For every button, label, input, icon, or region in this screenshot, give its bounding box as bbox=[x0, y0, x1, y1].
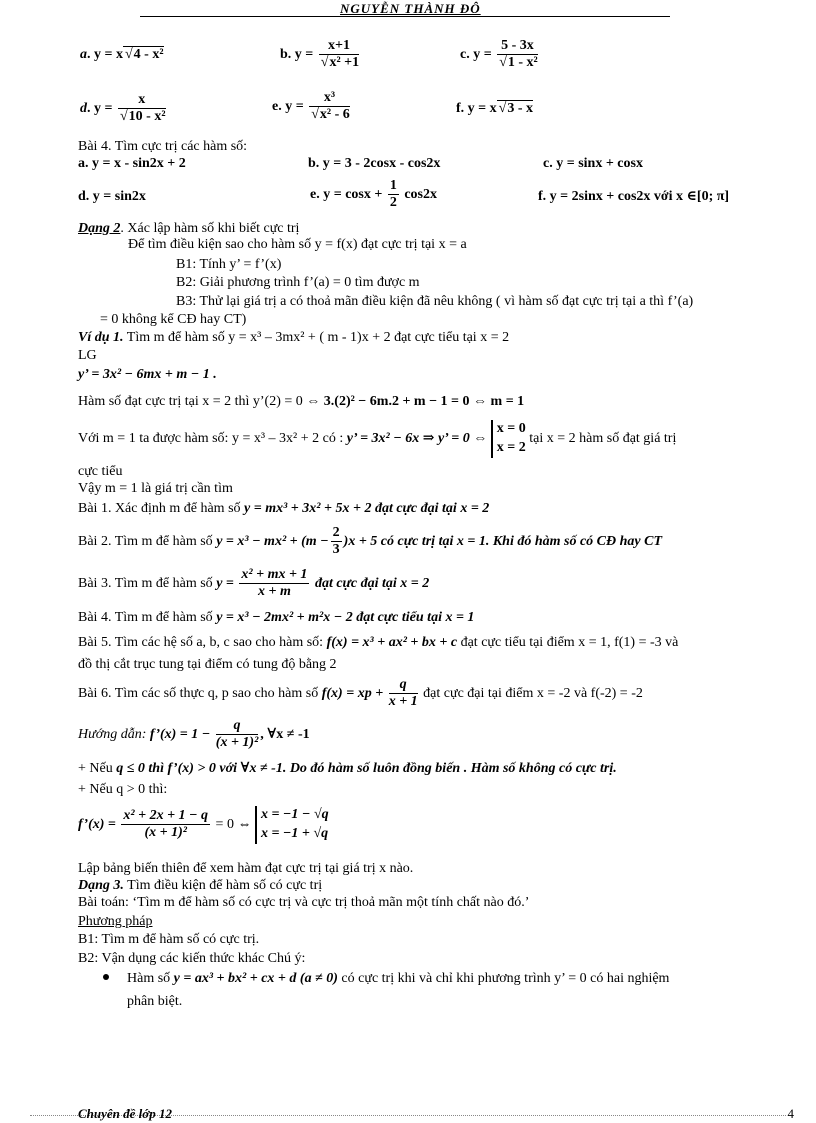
exercise-e: e. y = x³ √ x² - 6 bbox=[272, 90, 352, 123]
example-lg: LG bbox=[78, 348, 97, 363]
example-line2-cont: cực tiểu bbox=[78, 464, 123, 479]
hint-system: x = −1 − √q x = −1 + √q bbox=[255, 806, 329, 844]
hint: Hướng dẫn: f’(x) = 1 − $\frac{q}{\text{(x + 1)²}}$ , ∀x ≠ -1 bbox=[78, 718, 310, 751]
bai4-a: a. y = x - sin2x + 2 bbox=[78, 156, 186, 171]
exercise-c: c. y = 5 - 3x √ 1 - x² bbox=[460, 38, 540, 71]
dang3-bullet-cont: phân biệt. bbox=[127, 994, 183, 1009]
hint-case1: + Nếu q ≤ 0 thì f’(x) > 0 với ∀x ≠ -1. Do đó hàm số luôn đồng biến . Hàm số không có cực trị. bbox=[78, 761, 617, 776]
footer-title: Chuyên đề lớp 12 bbox=[78, 1106, 173, 1121]
problem-5: Bài 5. Tìm các hệ số a, b, c sao cho hàm số: f(x) = x³ + ax² + bx + c đạt cực tiểu tại điểm x = 1, f(1) = -3 và bbox=[78, 635, 679, 650]
problem-4: Bài 4. Tìm m để hàm số y = x³ − 2mx² + m²x − 2 đạt cực tiểu tại x = 1 bbox=[78, 610, 475, 625]
dang3-b2: B2: Vận dụng các kiến thức khác Chú ý: bbox=[78, 951, 306, 966]
dang2-b1: B1: Tính y’ = f’(x) bbox=[176, 257, 282, 272]
problem-3: Bài 3. Tìm m để hàm số y = $\frac{\text{x² + mx + 1}}{x + m}$ đạt cực đại tại x = 2 bbox=[78, 567, 430, 600]
dang2-b3: B3: Thử lại giá trị a có thoả mãn điều kiện đã nêu không ( vì hàm số đạt cực trị tại a thì f’(a) bbox=[176, 294, 694, 309]
example-1: Ví dụ 1. Tìm m để hàm số y = x³ – 3mx² + ( m - 1)x + 2 đạt cực tiểu tại x = 2 bbox=[78, 330, 510, 345]
dang2-intro: Để tìm điều kiện sao cho hàm số y = f(x) đạt cực trị tại x = a bbox=[128, 237, 467, 252]
hint-table: Lập bảng biến thiên để xem hàm đạt cực trị tại giá trị x nào. bbox=[78, 861, 414, 876]
bai4-f: f. y = 2sinx + cos2x với x ∈[0; π] bbox=[538, 189, 730, 204]
problem-5-cont: đồ thị cắt trục tung tại điểm có tung độ bằng 2 bbox=[78, 657, 337, 672]
dang2-b2: B2: Giải phương trình f’(a) = 0 tìm được m bbox=[176, 275, 420, 290]
example-line1: Hàm số đạt cực trị tại x = 2 thì y’(2) = 0 ⇔ 3.(2)² − 6m.2 + m − 1 = 0 ⇔ m = 1 bbox=[78, 394, 525, 409]
bai4-title: Bài 4. Tìm cực trị các hàm số: bbox=[78, 139, 248, 154]
exercise-b: b. y = x+1 √ x² +1 bbox=[280, 38, 361, 71]
example-line2: Với m = 1 ta được hàm số: y = x³ – 3x² + 2 có : y’ = 3x² − 6x ⇒ y’ = 0 ⇔ x = 0 x = 2 tại x = 2 hàm số đạt giá trị bbox=[78, 420, 676, 458]
dang3-problem: Bài toán: ‘Tìm m để hàm số có cực trị và cực trị thoả mãn một tính chất nào đó.’ bbox=[78, 895, 530, 910]
bai4-b: b. y = 3 - 2cosx - cos2x bbox=[308, 156, 441, 171]
exercise-a: a. y = x√ 4 - x² bbox=[80, 46, 164, 64]
example-conclusion: Vậy m = 1 là giá trị cần tìm bbox=[78, 481, 233, 496]
dang3-bullet: Hàm số y = ax³ + bx² + cx + d (a ≠ 0) có cực trị khi và chỉ khi phương trình y’ = 0 có hai nghiệm bbox=[127, 971, 670, 986]
hint-equation: f’(x) = $\frac{\text{x² + 2x + 1 − q}}{\text{(x + 1)²}}$ = 0 ⇔ x = −1 − √q x = −1 + √q bbox=[78, 806, 329, 844]
dang3-heading: Dạng 3. Tìm điều kiện để hàm số có cực trị bbox=[78, 878, 323, 893]
problem-2: Bài 2. Tìm m để hàm số y = x³ − mx² + (m − $\frac{2}{3}$ )x + 5 có cực trị tại x = 1. Khi đó hàm số có CĐ hay CT bbox=[78, 525, 663, 558]
dang3-b1: B1: Tìm m để hàm số có cực trị. bbox=[78, 932, 260, 947]
hint-case2: + Nếu q > 0 thì: bbox=[78, 782, 168, 797]
exercise-d: d. y = x √ 10 - x² bbox=[80, 92, 168, 125]
page-header: NGUYỄN THÀNH ĐÔ bbox=[340, 1, 481, 16]
problem-1: Bài 1. Xác định m để hàm số y = mx³ + 3x² + 5x + 2 đạt cực đại tại x = 2 bbox=[78, 501, 490, 516]
bullet-dot bbox=[103, 974, 109, 980]
bai4-d: d. y = sin2x bbox=[78, 189, 146, 204]
dang2-heading: Dạng 2. Xác lập hàm số khi biết cực trị bbox=[78, 221, 300, 236]
exercise-f: f. y = x√ 3 - x bbox=[456, 100, 533, 118]
problem-6: Bài 6. Tìm các số thực q, p sao cho hàm số f(x) = xp + $\frac{q}{x + 1}$ đạt cực đại tại điểm x = -2 và f(-2) = -2 bbox=[78, 677, 643, 710]
dang2-b3-cont: = 0 không kể CĐ hay CT) bbox=[100, 312, 247, 327]
example-derivative: y’ = 3x² − 6mx + m − 1 . bbox=[78, 367, 217, 382]
page-number: 4 bbox=[787, 1106, 794, 1121]
dang3-method: Phương pháp bbox=[78, 914, 153, 929]
header-rule bbox=[140, 16, 670, 17]
bai4-c: c. y = sinx + cosx bbox=[543, 156, 643, 171]
bai4-e: e. y = cosx + $\frac{1}{2}$ cos2x bbox=[310, 178, 438, 211]
example-system: x = 0 x = 2 bbox=[491, 420, 526, 458]
